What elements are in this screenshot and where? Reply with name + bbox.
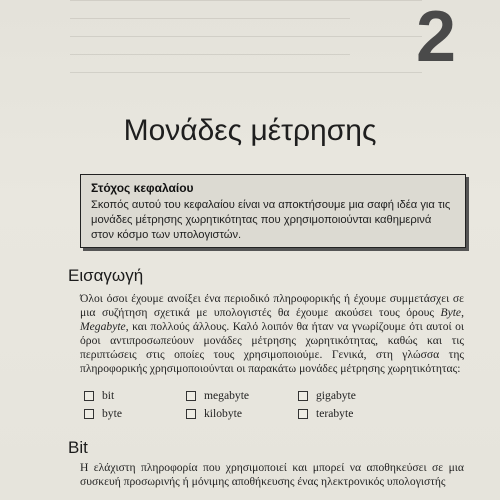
term-megabyte: Megabyte — [80, 320, 126, 333]
intro-paragraph: Όλοι όσοι έχουμε ανοίξει ένα περιοδικό πληροφορικής ή έχουμε συμμετάσχει σε μια συζήτηση σχετικά με υπολογιστές θα έχουμε ακούσει τους όρους Byte, Megabyte, και πολλούς άλλους. Καλό λοιπόν θα ήταν να γνωρίζουμε ότι αυτοί οι όροι αντιπροσωπεύουν μονάδες μέτρησης χωρητικότητας, καθώς και τις περιπτώσεις στις οποίες τους χρησιμοποιούμε. Γενικά, στη γλώσσα της πληροφορικής χρησιμοποιούνται οι παρακάτω μονάδες μέτρησης χωρητικότητας: — [80, 292, 464, 375]
bit-paragraph: Η ελάχιστη πληροφορία που χρησιμοποιεί και μπορεί να αποθηκεύσει σε μια συσκευή προσωρινής ή μόνιμης αποθήκευσης ένας ηλεκτρονικός υπολογιστής — [80, 461, 464, 488]
checkbox-icon — [298, 409, 308, 419]
list-item — [298, 388, 408, 403]
term-byte: Byte — [440, 306, 462, 319]
chapter-number: 2 — [415, 0, 454, 77]
bit-heading: Bit — [68, 438, 88, 457]
unit-label: byte — [102, 407, 122, 420]
list-item — [186, 406, 298, 421]
goal-heading: Στόχος κεφαλαίου — [91, 181, 194, 195]
unit-label: gigabyte — [316, 389, 356, 402]
list-item — [84, 406, 186, 421]
intro-heading: Εισαγωγή — [68, 266, 144, 285]
goal-text: Σκοπός αυτού του κεφαλαίου είναι να αποκτήσουμε μια σαφή ιδέα για τις μονάδες μέτρησης χωρητικότητας που χρησιμοποιούνται καθημερινά στον κόσμο των υπολογιστών. — [91, 199, 451, 241]
checkbox-icon — [84, 409, 94, 419]
unit-label: megabyte — [204, 389, 250, 402]
checkbox-icon — [84, 391, 94, 401]
checkbox-icon — [186, 409, 196, 419]
checkbox-icon — [186, 391, 196, 401]
bleed-through-text — [70, 0, 470, 90]
chapter-goal-box — [80, 174, 466, 248]
list-item — [298, 406, 408, 421]
list-item — [84, 388, 186, 403]
intro-text-start: Όλοι όσοι έχουμε ανοίξει ένα περιοδικό πληροφορικής ή έχουμε συμμετάσχει σε μια συζήτηση σχετικά με υπολογιστές θα έχουμε ακούσει τους όρους — [80, 292, 464, 319]
unit-label: bit — [102, 389, 115, 402]
units-list — [84, 388, 414, 421]
chapter-title: Μονάδες μέτρησης — [123, 114, 377, 147]
unit-label: terabyte — [316, 407, 354, 420]
intro-text-end: , και πολλούς άλλους. Καλό λοιπόν θα ήταν να γνωρίζουμε ότι αυτοί οι όροι αντιπροσωπεύουν μονάδες μέτρησης χωρητικότητας, καθώς και τις περιπτώσεις στις οποίες τους χρησιμοποιούμε. Γενικά, στη γλώσσα της πληροφορικής χρησιμοποιούνται οι παρακάτω μονάδες μέτρησης χωρητικότητας: — [80, 320, 464, 375]
list-item — [186, 388, 298, 403]
checkbox-icon — [298, 391, 308, 401]
unit-label: kilobyte — [204, 407, 242, 420]
